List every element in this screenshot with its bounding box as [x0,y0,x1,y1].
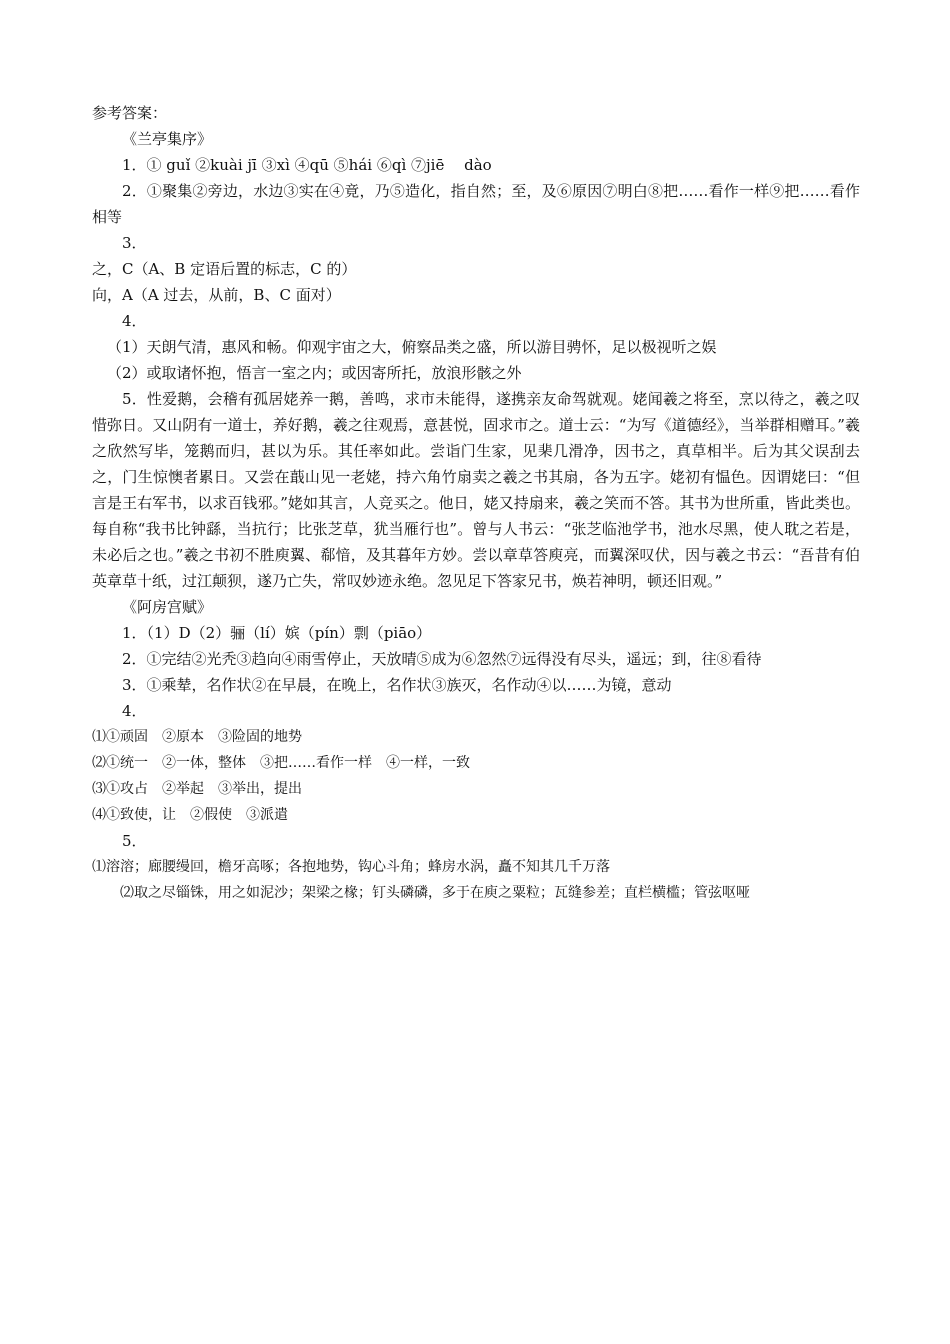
section-title-lanting: 《兰亭集序》 [122,130,213,148]
epang-q5-number: 5． [122,832,147,850]
epang-q4-number: 4． [122,702,147,720]
epang-q3: 3．①乘辇，名作状②在早晨，在晚上，名作状③族灭，名作动④以……为镜，意动 [122,676,672,694]
epang-q5-1: ⑴溶溶；廊腰缦回，檐牙高啄；各抱地势，钩心斗角；蜂房水涡，矗不知其几千万落 [92,859,610,875]
lanting-q3-b: 向，A（A 过去，从前，B、C 面对） [92,286,341,304]
lanting-q4-number: 4． [122,312,147,330]
epang-q4-3: ⑶①攻占 ②举起 ③举出，提出 [92,781,302,797]
lanting-q1: 1．① guǐ ②kuài jī ③xì ④qū ⑤hái ⑥qì ⑦jiē dào [122,156,492,174]
section-title-epang: 《阿房宫赋》 [122,598,213,616]
lanting-q2: 2．①聚集②旁边，水边③实在④竟，乃⑤造化，指自然；至，及⑥原因⑦明白⑧把……看作一样⑨把……看作相等 [92,182,860,226]
epang-q5-2: ⑵取之尽锱铢，用之如泥沙；架梁之椽；钉头磷磷，多于在庾之粟粒；瓦缝参差；直栏横槛；管弦呕哑 [120,885,750,901]
epang-q4-2: ⑵①统一 ②一体，整体 ③把……看作一样 ④一样，一致 [92,755,470,771]
epang-q1: 1．（1）D（2）骊（lí）嫔（pín）剽（piāo） [122,624,432,642]
lanting-q4-1: （1）天朗气清，惠风和畅。仰观宇宙之大，俯察品类之盛，所以游目骋怀，足以极视听之娱 [107,338,717,356]
epang-q4-4: ⑷①致使，让 ②假使 ③派遣 [92,807,288,823]
answer-document [92,100,860,906]
lanting-q3-a: 之，C（A、B 定语后置的标志，C 的） [92,260,357,278]
lanting-q3-number: 3． [122,234,147,252]
lanting-q5: 5．性爱鹅，会稽有孤居姥养一鹅，善鸣，求市未能得，遂携亲友命驾就观。姥闻羲之将至，烹以待之，羲之叹惜弥日。又山阴有一道士，养好鹅，羲之往观焉，意甚悦，固求市之。道士云：“为写《道德经》，当举群相赠耳。”羲之欣然写毕，笼鹅而归，甚以为乐。其任率如此。尝诣门生家，见棐几滑净，因书之，真草相半。后为其父误刮去之，门生惊懊者累日。又尝在蕺山见一老姥，持六角竹扇卖之羲之书其扇，各为五字。姥初有愠色。因谓姥曰：“但言是王右军书，以求百钱邪。”姥如其言，人竞买之。他日，姥又持扇来，羲之笑而不答。其书为世所重，皆此类也。每自称“我书比钟繇，当抗行；比张芝草，犹当雁行也”。曾与人书云：“张芝临池学书，池水尽黑，使人耽之若是，未必后之也。”羲之书初不胜庾翼、郗愔，及其暮年方妙。尝以章草答庾亮，而翼深叹伏，因与羲之书云：“吾昔有伯英章草十纸，过江颠狈，遂乃亡失，常叹妙迹永绝。忽见足下答家兄书，焕若神明，顿还旧观。” [92,390,860,590]
epang-q4-1: ⑴①顽固 ②原本 ③险固的地势 [92,729,302,745]
document-heading: 参考答案： [92,104,168,122]
epang-q2: 2．①完结②光秃③趋向④雨雪停止，天放晴⑤成为⑥忽然⑦远得没有尽头，遥远；到，往⑧看待 [122,650,762,668]
lanting-q4-2: （2）或取诸怀抱，悟言一室之内；或因寄所托，放浪形骸之外 [107,364,522,382]
